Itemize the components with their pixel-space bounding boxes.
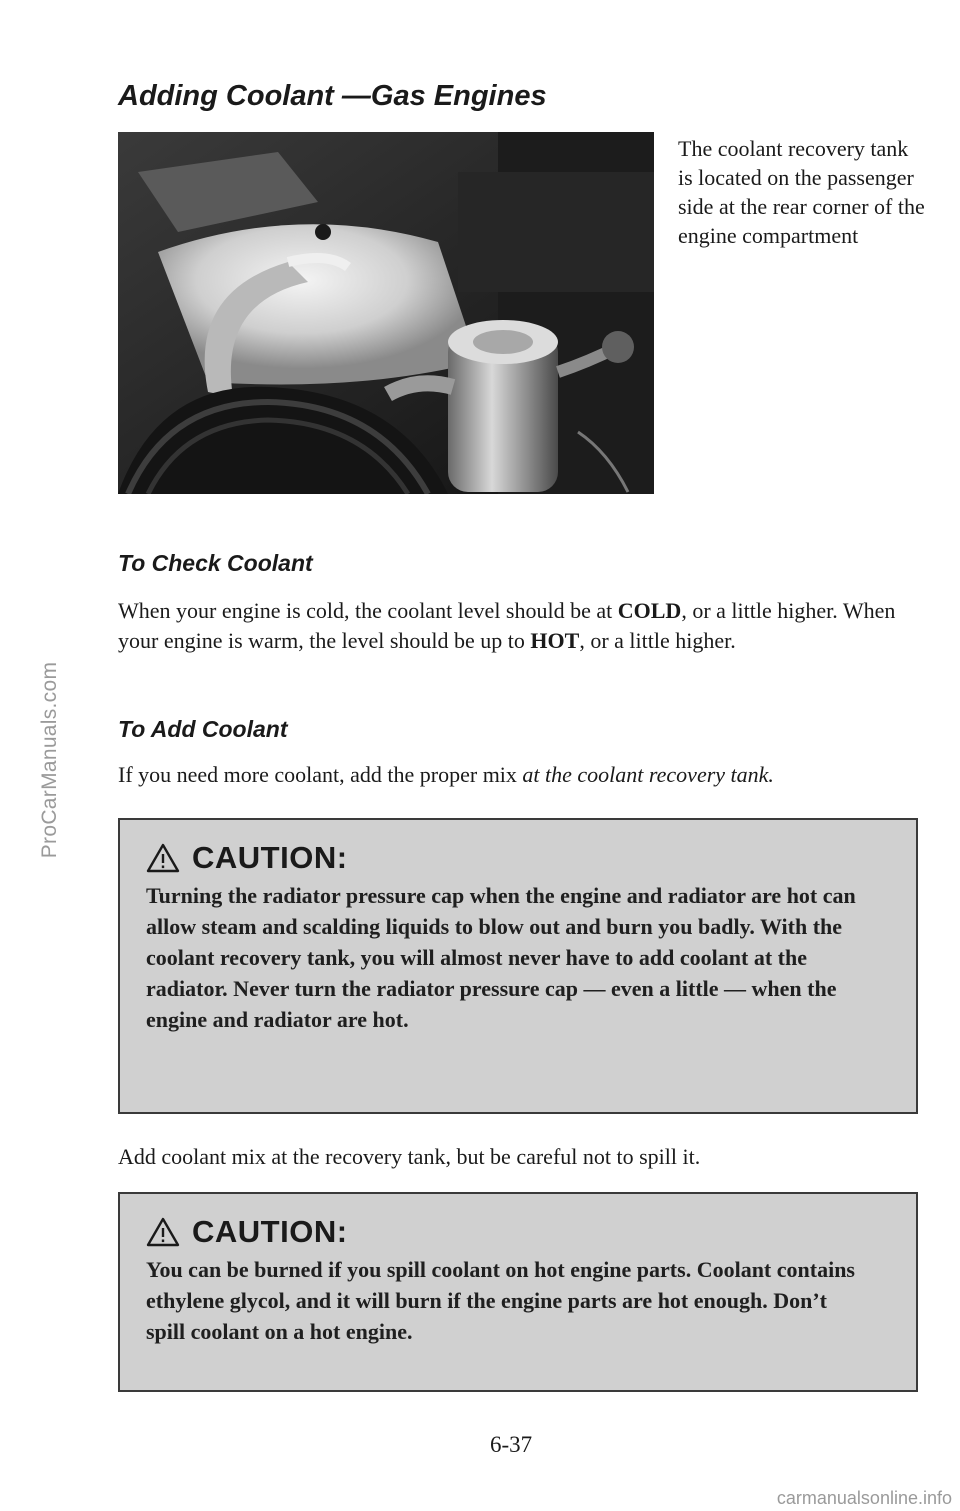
page-number: 6-37 <box>490 1432 533 1457</box>
caution-label: CAUTION: <box>192 1214 348 1249</box>
cold-label: COLD <box>617 598 682 623</box>
side-watermark: ProCarManuals.com <box>38 661 61 859</box>
bottom-watermark: carmanualsonline.info <box>776 1488 952 1508</box>
check-coolant-text <box>118 596 923 656</box>
warning-triangle-icon <box>146 843 180 873</box>
caution-label: CAUTION: <box>192 840 348 875</box>
add-coolant-heading: To Add Coolant <box>118 716 288 742</box>
hot-label: HOT <box>530 628 580 653</box>
caution-text: You can be burned if you spill coolant on hot engine parts. Coolant contains ethylene glycol, and it will burn if the engine parts are hot enough. Don’t spill coolant on a hot engine. <box>146 1257 855 1344</box>
caution-header <box>146 840 890 876</box>
check-coolant-text-2: , or a little higher. When your engine is warm, the level should be up to <box>118 598 896 653</box>
add-mix-text: Add coolant mix at the recovery tank, but be careful not to spill it. <box>118 1144 701 1169</box>
photo-caption: The coolant recovery tank is located on the passenger side at the rear corner of the engine compartment <box>678 136 925 248</box>
caution-box-burn <box>118 1192 918 1392</box>
section-title: Adding Coolant —Gas Engines <box>118 80 547 112</box>
check-coolant-text-1: When your engine is cold, the coolant level should be at <box>118 598 618 623</box>
check-coolant-heading: To Check Coolant <box>118 550 313 576</box>
add-coolant-text-plain: If you need more coolant, add the proper mix <box>118 762 523 787</box>
add-coolant-text <box>118 760 923 790</box>
engine-photo <box>118 132 654 494</box>
check-coolant-text-3: , or a little higher. <box>579 628 736 653</box>
warning-triangle-icon <box>146 1217 180 1247</box>
add-coolant-text-italic: at the coolant recovery tank. <box>522 762 774 787</box>
caution-text: Turning the radiator pressure cap when the engine and radiator are hot can allow steam and scalding liquids to blow out and burn you badly. With the coolant recovery tank, you will almost never have to add coolant at the radiator. Never turn the radiator pressure cap — even a little — when the engine and radiator are hot. <box>146 883 856 1032</box>
engine-photo-illustration <box>118 132 654 494</box>
caution-header <box>146 1214 890 1250</box>
caution-box-radiator <box>118 818 918 1114</box>
